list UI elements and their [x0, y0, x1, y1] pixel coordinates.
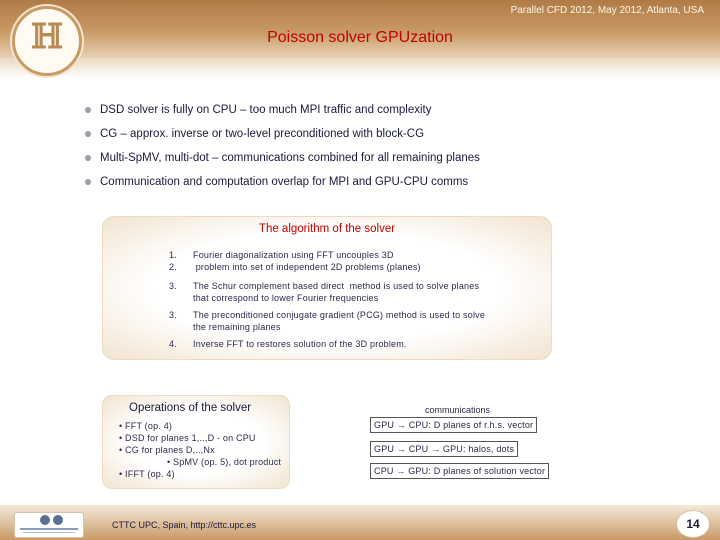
operation-line: • SpMV (op. 5), dot product: [167, 457, 282, 467]
operation-line: • DSD for planes 1,..,D - on CPU: [119, 433, 256, 443]
step-number: 1. 2.: [169, 250, 177, 272]
bullet-icon: [85, 131, 91, 137]
bullet-item: CG – approx. inverse or two-level preconditioned with block-CG: [58, 126, 480, 150]
operations-box: [102, 395, 290, 489]
operation-line: • IFFT (op. 4): [119, 469, 175, 479]
bullet-icon: [85, 179, 91, 185]
footer-logo-icon: [14, 512, 84, 538]
step-number: 3.: [169, 310, 177, 320]
operations-title: Operations of the solver: [129, 402, 252, 414]
operation-line: • CG for planes D,..,Nx: [119, 445, 215, 455]
communication-item: CPU → GPU: D planes of solution vector: [370, 463, 549, 479]
logo-icon: ℍ: [12, 6, 82, 76]
footer-band: [0, 505, 720, 540]
step-text: Inverse FFT to restores solution of the 3D problem.: [193, 339, 407, 349]
step-number: 4.: [169, 339, 177, 349]
page-number: 14: [676, 510, 710, 538]
bullet-item: Multi-SpMV, multi-dot – communications combined for all remaining planes: [58, 150, 480, 174]
bullet-icon: [85, 107, 91, 113]
communication-item: GPU → CPU → GPU: halos, dots: [370, 441, 518, 457]
communications-title: communications: [425, 405, 491, 415]
step-text: The Schur complement based direct method is used to solve planes that correspond to lower Fourier frequencies: [193, 281, 480, 303]
communication-item: GPU → CPU: D planes of r.h.s. vector: [370, 417, 537, 433]
algorithm-title: The algorithm of the solver: [258, 223, 396, 235]
bullet-icon: [85, 155, 91, 161]
bullet-item: DSD solver is fully on CPU – too much MPI traffic and complexity: [58, 102, 480, 126]
slide-title: Poisson solver GPUzation: [267, 29, 453, 46]
footer-url: CTTC UPC, Spain, http://cttc.upc.es: [112, 520, 257, 530]
operation-line: • FFT (op. 4): [119, 421, 173, 431]
step-text: The preconditioned conjugate gradient (PCG) method is used to solve the remaining planes: [193, 310, 486, 332]
bullet-item: Communication and computation overlap for MPI and GPU-CPU comms: [58, 174, 480, 198]
step-text: Fourier diagonalization using FFT uncouples 3D problem into set of independent 2D problems (planes): [193, 250, 421, 272]
conference-info: Parallel CFD 2012, May 2012, Atlanta, USA: [510, 5, 704, 16]
algorithm-box: [102, 216, 552, 360]
header-band-fade: [0, 58, 720, 78]
step-number: 3.: [169, 281, 177, 291]
bullet-list: [58, 102, 480, 198]
